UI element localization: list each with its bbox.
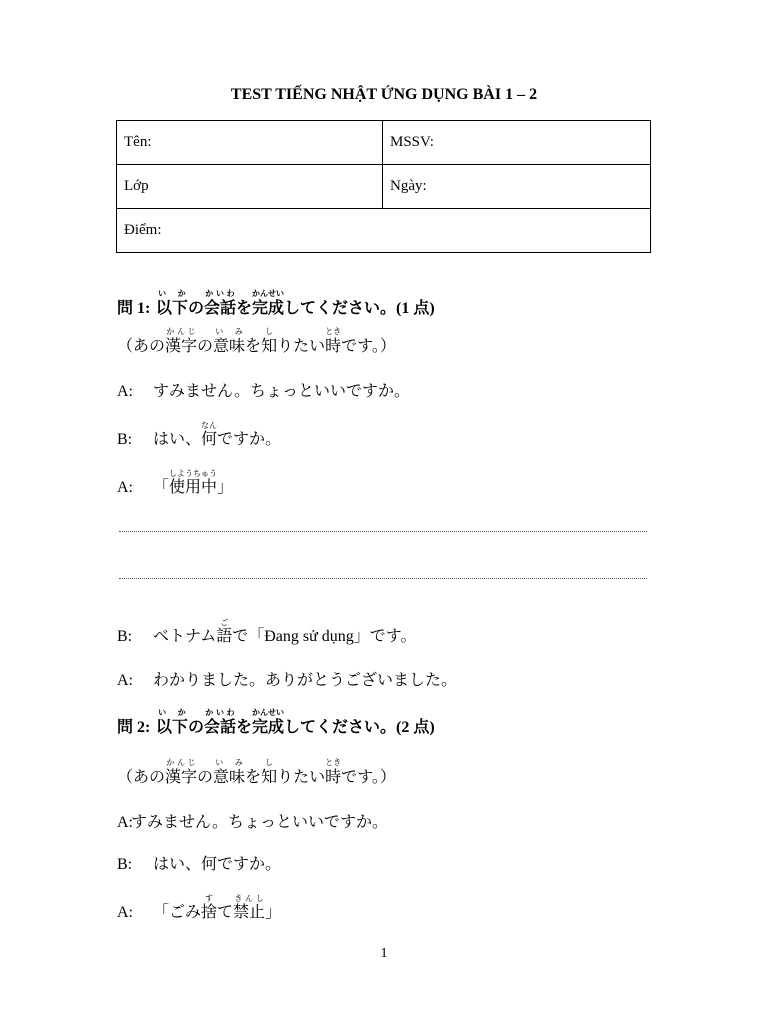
page-number: 1: [380, 946, 388, 961]
dialogue-text: 「使用中しようちゅう」: [153, 469, 234, 496]
question-1-heading: [117, 288, 435, 318]
class-field[interactable]: Lớp: [117, 165, 383, 209]
speaker-label: A:: [117, 904, 133, 921]
score-field[interactable]: Điểm:: [117, 209, 651, 253]
dialogue-text: すみません。ちょっといいですか。: [131, 812, 388, 831]
question-2-points: (2 点): [396, 719, 435, 736]
dialogue-line: [117, 469, 233, 497]
dialogue-line: [117, 421, 281, 449]
answer-line[interactable]: [119, 578, 647, 579]
question-1-label: 問 1:: [117, 300, 151, 317]
question-1-points: (1 点): [396, 300, 435, 317]
speaker-label: A:: [117, 479, 133, 496]
question-2-heading: [117, 707, 435, 737]
question-2-instruction: 以下い かの会話かいわを完成かんせいしてください。: [155, 707, 397, 736]
student-id-field[interactable]: MSSV:: [383, 121, 651, 165]
question-1-instruction: 以下い かの会話かいわを完成かんせいしてください。: [155, 288, 397, 317]
dialogue-line: [117, 894, 281, 922]
speaker-label: B:: [117, 628, 133, 645]
question-2-label: 問 2:: [117, 719, 151, 736]
speaker-label: B:: [117, 856, 133, 873]
dialogue-text: はい、何なんですか。: [153, 421, 282, 448]
question-2-context: （あの漢字かんじの意味い みを知しりたい時ときです。）: [117, 758, 396, 786]
speaker-label: A:: [117, 814, 133, 831]
dialogue-line: [117, 618, 417, 646]
dialogue-text: はい、何ですか。: [153, 854, 282, 873]
student-info-table: [116, 120, 651, 253]
dialogue-text: わかりました。ありがとうございました。: [153, 670, 458, 689]
speaker-label: A:: [117, 383, 133, 400]
document-title: TEST TIẾNG NHẬT ỨNG DỤNG BÀI 1 – 2: [230, 86, 538, 103]
date-field[interactable]: Ngày:: [383, 165, 651, 209]
dialogue-text: ベトナム語ごで「Đang sử dụng」です。: [153, 618, 417, 645]
dialogue-line: [117, 378, 410, 401]
answer-line[interactable]: [119, 531, 647, 532]
dialogue-line: [117, 667, 457, 690]
dialogue-text: 「ごみ捨すて禁止きんし」: [153, 894, 282, 921]
speaker-label: A:: [117, 672, 133, 689]
dialogue-line: [117, 851, 281, 874]
speaker-label: B:: [117, 431, 133, 448]
question-1-context: （あの漢字かんじの意味い みを知しりたい時ときです。）: [117, 327, 396, 355]
name-field[interactable]: Tên:: [117, 121, 383, 165]
dialogue-line: [117, 809, 388, 832]
dialogue-text: すみません。ちょっといいですか。: [153, 381, 410, 400]
